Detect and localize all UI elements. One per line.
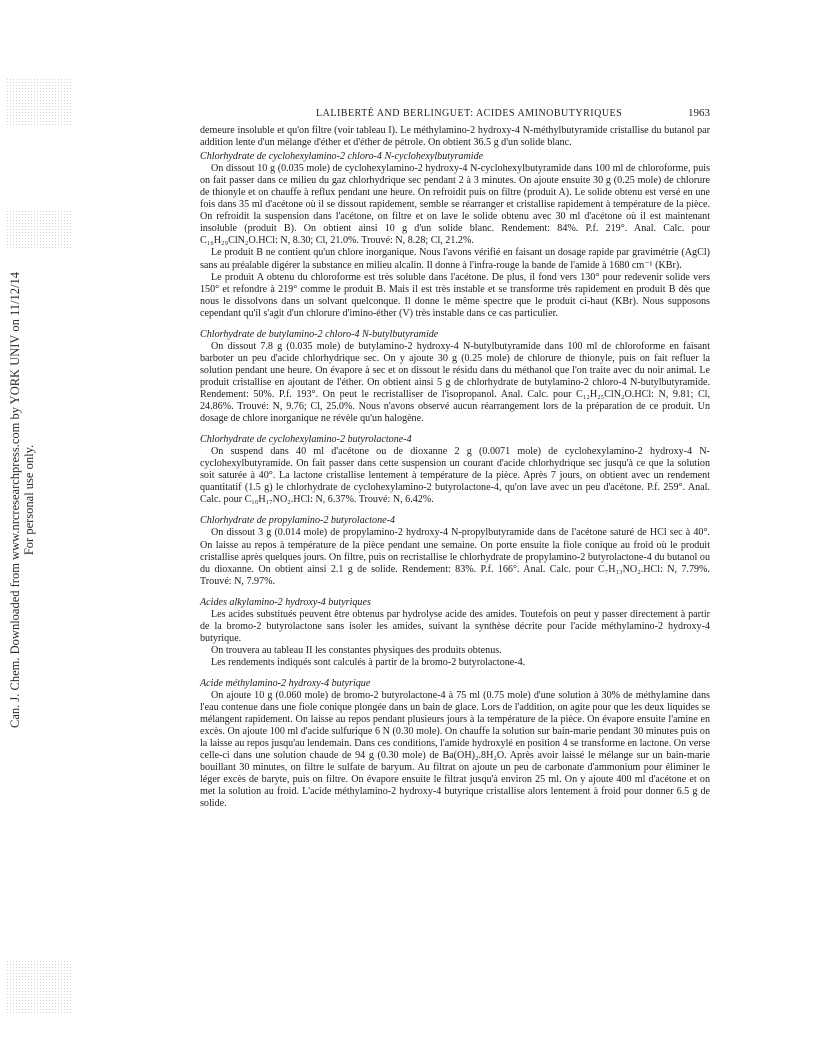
paragraph: On dissout 7.8 g (0.035 mole) de butylamino-2 hydroxy-4 N-butylbutyramide dans 100 ml de chloroforme en faisant barboter un peu d'acide chlorhydrique sec. On y ajoute 30 g (0.25 mole) de chlorure de thionyle, puis on fait refluer la solution pendant une heure. On évapore à sec et on dissout le résidu dans du méthanol que l'on traite avec du noir animal. Le produit cristallise en ajoutant de l'éther. On obtient ainsi 5 g de chlorhydrate de butylamino-2 chloro-4 N-butylbutyramide. Rendement: 50%. P.f. 193°. On peut le recristalliser de l'isopropanol. Anal. Calc. pour C₁₂H₂₅ClN₂O.HCl: N, 9.81; Cl, 24.86%. Trouvé: N, 9.76; Cl, 25.0%. Nous n'avons observé aucun réarrangement lors de la préparation de ce produit. Un dosage de chlore inorganique ne révèle qu'un halogène. (200, 340, 710, 425)
section-heading: Acides alkylamino-2 hydroxy-4 butyriques (200, 596, 371, 608)
section-heading: Chlorhydrate de cyclohexylamino-2 chloro-4 N-cyclohexylbutyramide (200, 151, 484, 163)
paragraph: Les rendements indiqués sont calculés à partir de la bromo-2 butyrolactone-4. (211, 656, 526, 668)
section-heading: Chlorhydrate de propylamino-2 butyrolactone-4 (200, 515, 396, 527)
paragraph: On trouvera au tableau II les constantes physiques des produits obtenus. (211, 644, 502, 656)
paragraph: Les acides substitués peuvent être obtenus par hydrolyse acide des amides. Toutefois on peut y passer directement à partir de la bromo-2 butyrolactone sans isoler les amides, suivant la synthèse décrite pour l'acide méthylamino-2 hydroxy-4 butyrique. (200, 608, 710, 644)
paragraph: Le produit A obtenu du chloroforme est très soluble dans l'acétone. De plus, il fond vers 130° pour redevenir solide vers 150° et refondre à 219° comme le produit B. Mais il est très instable et se transforme très rapidement en produit B dès que nous le dissolvons dans un solvant quelconque. Il donne le même spectre que le produit ci-haut (KBr). Nous supposons cependant qu'il s'agit d'un chlorure d'imino-éther (V) très instable dans ce cas particulier. (200, 271, 710, 319)
article-body (200, 125, 710, 810)
scan-noise-middle (6, 210, 72, 250)
section-heading: Chlorhydrate de cyclohexylamino-2 butyrolactone-4 (200, 434, 412, 446)
paragraph: demeure insoluble et qu'on filtre (voir tableau I). Le méthylamino-2 hydroxy-4 N-méthylbutyramide cristallise du butanol par addition lente d'un mélange d'éther et d'éther de pétrole. On obtient 36.5 g d'un solide blanc. (200, 125, 710, 149)
paragraph: On dissout 3 g (0.014 mole) de propylamino-2 hydroxy-4 N-propylbutyramide dans de l'acétone saturé de HCl sec à 40°. On laisse au repos à température de la pièce pendant une semaine. On porte ensuite la fiole conique au froid où le produit cristallise après quelques jours. On filtre, puis on recristallise le chlorhydrate de propylamino-2 butyrolactone-4 du butanol ou du dioxanne. On obtient ainsi 2.1 g de solide. Rendement: 83%. P.f. 166°. Anal. Calc. pour C₇H₁₃NO₂.HCl: N, 7.79%. Trouvé: N, 7.97%. (200, 527, 710, 587)
paragraph: On dissout 10 g (0.035 mole) de cyclohexylamino-2 hydroxy-4 N-cyclohexylbutyramide dans 100 ml de chloroforme, puis on fait passer dans ce milieu du gaz chlorhydrique sec pendant 2 à 3 minutes. On ajoute ensuite 30 g (0.25 mole) de chlorure de thionyle et on chauffe à reflux pendant une heure. On refroidit puis on filtre (produit A). Le solide obtenu est versé en une fois dans 35 ml d'acétone où il se dissout rapidement, semble se réarranger et cristallise rapidement à température de la pièce. On refroidit la suspension dans l'acétone, on filtre et on lave le solide obtenu avec 30 ml d'acétone où il est maintenant insoluble (produit B). On obtient ainsi 10 g d'un solide blanc. Rendement: 84%. P.f. 219°. Anal. Calc. pour C₁₆H₂₉ClN₂O.HCl: N, 8.30; Cl, 21.0%. Trouvé: N, 8.28; Cl, 21.2%. (200, 163, 710, 247)
download-watermark (8, 260, 48, 740)
scan-noise-bottom (6, 960, 72, 1015)
paragraph: On ajoute 10 g (0.060 mole) de bromo-2 butyrolactone-4 à 75 ml (0.75 mole) d'une solution à 30% de méthylamine dans l'eau contenue dans une fiole conique plongée dans un bain de glace. Lors de l'addition, on agite pour que les deux liquides se mélangent rapidement. On laisse au repos pendant plusieurs jours à la température de la pièce. On évapore ensuite l'amine en excès. On ajoute 100 ml d'acide sulfurique 6 N (0.30 mole). On chauffe la solution sur bain-marie pendant 30 minutes puis on la laisse au repos jusqu'au lendemain. Dans ces conditions, l'amide hydroxylé en position 4 se transforme en lactone. On verse celle-ci dans une solution chaude de 94 g (0.30 mole) de Ba(OH)₂.8H₂O. Après avoir laissé le mélange sur un bain-marie bouillant 30 minutes, on filtre le sulfate de baryum. Au filtrat on ajoute un peu de carbonate d'ammonium pour éliminer le léger excès de baryte, puis on filtre. On évapore ensuite le filtrat jusqu'à environ 25 ml. On y ajoute 400 ml d'acétone et on met la solution au froid. L'acide méthylamino-2 hydroxy-4 butyrique cristallise alors lentement à froid pour donner 6.5 g de solide. (200, 690, 710, 810)
running-head: LALIBERTÉ AND BERLINGUET: ACIDES AMINOBUTYRIQUES (316, 108, 623, 119)
section-heading: Chlorhydrate de butylamino-2 chloro-4 N-butylbutyramide (200, 328, 439, 340)
watermark-line-1: Can. J. Chem. Downloaded from www.nrcresearchpress.com by YORK UNIV on 11/12/14 (8, 272, 22, 728)
page-header (200, 108, 710, 122)
paragraph: Le produit B ne contient qu'un chlore inorganique. Nous l'avons vérifié en faisant un dosage rapide par gravimétrie (AgCl) sans au préalable digérer la substance en milieu alcalin. Il donne à l'infra-rouge la bande de l'amide à 1680 cm⁻¹ (KBr). (200, 247, 710, 271)
scan-noise-top (6, 78, 72, 126)
paragraph: On suspend dans 40 ml d'acétone ou de dioxanne 2 g (0.0071 mole) de cyclohexylamino-2 hydroxy-4 N-cyclohexylbutyramide. On fait passer dans cette suspension un courant d'acide chlorhydrique sec jusqu'à ce que la solution soit saturée à 40°. La lactone cristallise lentement à température de la pièce. Après 7 jours, on obtient avec un rendement quantitatif (1.5 g) le chlorhydrate de cyclohexylamino-2 butyrolactone-4, qu'on lave avec un peu d'acétone. P.f. 259°. Anal. Calc. pour C₁₀H₁₇NO₂.HCl: N, 6.37%. Trouvé: N, 6.42%. (200, 446, 710, 506)
section-heading: Acide méthylamino-2 hydroxy-4 butyrique (200, 677, 371, 689)
watermark-line-2: For personal use only. (22, 444, 36, 556)
page-number: 1963 (688, 107, 710, 119)
